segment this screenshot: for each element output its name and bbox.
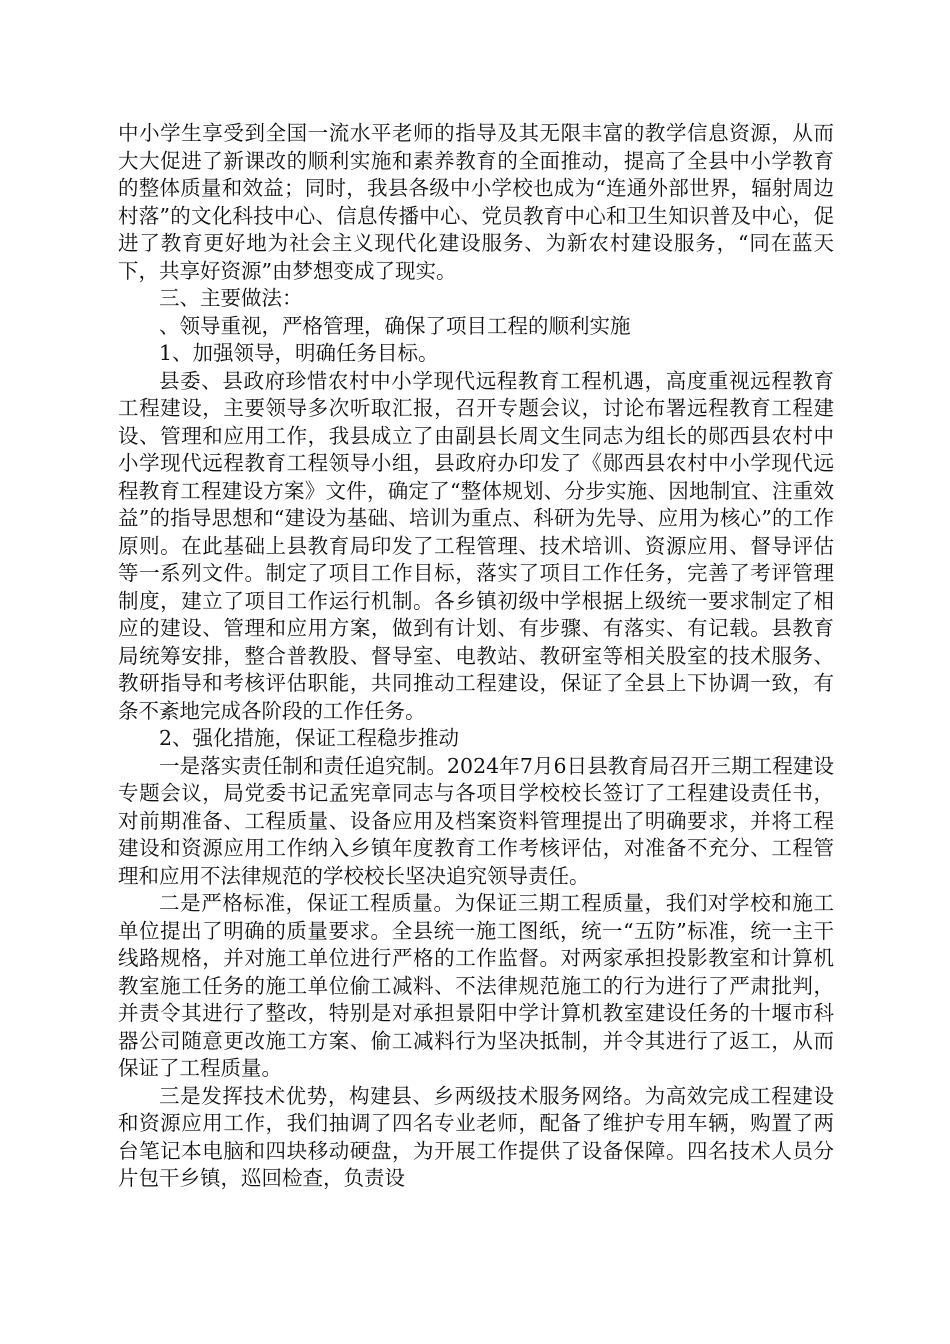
section-heading-main-practices: 三、主要做法：: [159, 286, 303, 310]
paragraph-technical-network: 三是发挥技术优势，构建县、乡两级技术服务网络。为高效完成工程建设和资源应用工作，我们抽调了四名专业老师，配备了维护专用车辆，购置了两台笔记本电脑和四块移动硬盘，为开展工作提供了设备保障。四名技术人员分片包干乡镇，巡回检查，负责设: [118, 1083, 834, 1190]
paragraph-leadership-details: 县委、县政府珍惜农村中小学现代远程教育工程机遇，高度重视远程教育工程建设，主要领导多次听取汇报，召开专题会议，讨论布署远程教育工程建设、管理和应用工作，我县成立了由副县长周文生同志为组长的郧西县农村中小学现代远程教育工程领导小组，县政府办印发了《郧西县农村中小学现代远程教育工程建设方案》文件，确定了“整体规划、分步实施、因地制宜、注重效益”的指导思想和“建设为基础、培训为重点、科研为先导、应用为核心”的工作原则。在此基础上县教育局印发了工程管理、技术培训、资源应用、督导评估等一系列文件。制定了项目工作目标，落实了项目工作任务，完善了考评管理制度，建立了项目工作运行机制。各乡镇初级中学根据上级统一要求制定了相应的建设、管理和应用方案，做到有计划、有步骤、有落实、有记载。县教育局统筹安排，整合普教股、督导室、电教站、教研室等相关股室的技术服务、教研指导和考核评估职能，共同推动工程建设，保证了全县上下协调一致，有条不紊地完成各阶段的工作任务。: [118, 368, 834, 723]
paragraph-intro-continuation: 中小学生享受到全国一流水平老师的指导及其无限丰富的教学信息资源，从而大大促进了新课改的顺利实施和素养教育的全面推动，提高了全县中小学教育的整体质量和效益；同时，我县各级中小学校也成为“连通外部世界，辐射周边村落”的文化科技中心、信息传播中心、党员教育中心和卫生知识普及中心，促进了教育更好地为社会主义现代化建设服务、为新农村建设服务，“同在蓝天下，共享好资源”由梦想变成了现实。: [118, 121, 834, 283]
paragraph-responsibility-system: 一是落实责任制和责任追究制。2024年7月6日县教育局召开三期工程建设专题会议，局党委书记孟宪章同志与各项目学校校长签订了工程建设责任书，对前期准备、工程质量、设备应用及档案资料管理提出了明确要求，并将工程建设和资源应用工作纳入乡镇年度教育工作考核评估，对准备不充分、工程管理和应用不法律规范的学校校长坚决追究领导责任。: [118, 753, 834, 888]
item-heading-strengthen-measures: 2、强化措施，保证工程稳步推动: [159, 726, 460, 750]
paragraph-quality-standards: 二是严格标准，保证工程质量。为保证三期工程质量，我们对学校和施工单位提出了明确的质量要求。全县统一施工图纸，统一“五防”标准，统一主干线路规格，并对施工单位进行严格的工作监督。对两家承担投影教室和计算机教室施工任务的施工单位偷工减料、不法律规范施工的行为进行了严肃批判，并责令其进行了整改，特别是对承担景阳中学计算机教室建设任务的十堰市科器公司随意更改施工方案、偷工减料行为坚决抵制，并令其进行了返工，从而保证了工程质量。: [118, 891, 834, 1080]
subsection-heading-leadership: 、领导重视，严格管理，确保了项目工程的顺利实施: [159, 313, 631, 338]
item-heading-strengthen-leadership: 1、加强领导，明确任务目标。: [159, 341, 439, 365]
document-body: [118, 120, 834, 1193]
